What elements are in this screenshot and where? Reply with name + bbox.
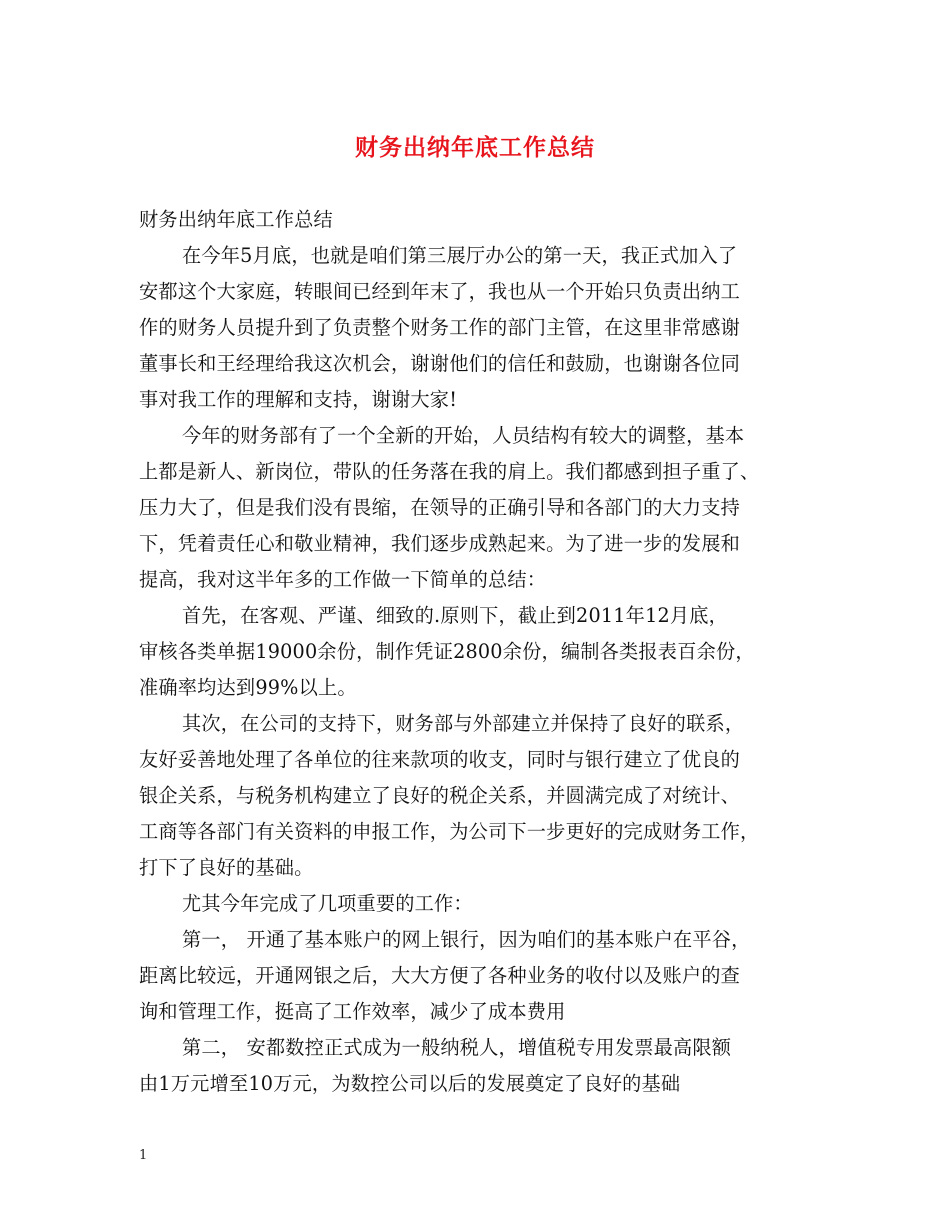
document-title: 财务出纳年底工作总结 (355, 134, 595, 161)
paragraph-line: 压力大了，但是我们没有畏缩，在领导的正确引导和各部门的大力支持 (139, 496, 741, 519)
body-line-subtitle: 财务出纳年底工作总结 (139, 208, 333, 231)
document-body (139, 202, 819, 1102)
paragraph-line: 审核各类单据19000余份，制作凭证2800余份，编制各类报表百余份， (139, 640, 755, 663)
paragraph-line: 工商等各部门有关资料的申报工作，为公司下一步更好的完成财务工作， (139, 820, 760, 843)
paragraph-line: 上都是新人、新岗位，带队的任务落在我的肩上。我们都感到担子重了、 (139, 460, 760, 483)
paragraph-line: 董事长和王经理给我这次机会，谢谢他们的信任和鼓励，也谢谢各位同 (139, 352, 741, 375)
paragraph-line: 首先，在客观、严谨、细致的.原则下，截止到2011年12月底， (182, 604, 729, 627)
paragraph-line: 事对我工作的理解和支持，谢谢大家! (139, 388, 458, 411)
paragraph-line: 第二， 安都数控正式成为一般纳税人，增值税专用发票最高限额 (182, 1036, 732, 1059)
paragraph-line: 作的财务人员提升到了负责整个财务工作的部门主管，在这里非常感谢 (139, 316, 741, 339)
page-number: 1 (139, 1148, 148, 1163)
paragraph-line: 询和管理工作，挺高了工作效率，减少了成本费用 (139, 1000, 566, 1023)
paragraph-line: 尤其今年完成了几项重要的工作： (182, 892, 473, 915)
paragraph-line: 其次，在公司的支持下，财务部与外部建立并保持了良好的联系， (182, 712, 745, 735)
paragraph-line: 距离比较远，开通网银之后，大大方便了各种业务的收付以及账户的查 (139, 964, 741, 987)
paragraph-line: 打下了良好的基础。 (139, 856, 314, 879)
paragraph-line: 今年的财务部有了一个全新的开始，人员结构有较大的调整，基本 (182, 424, 745, 447)
paragraph-line: 提高，我对这半年多的工作做一下简单的总结： (139, 568, 547, 591)
paragraph-line: 下，凭着责任心和敬业精神，我们逐步成熟起来。为了进一步的发展和 (139, 532, 741, 555)
paragraph-line: 银企关系，与税务机构建立了良好的税企关系，并圆满完成了对统计、 (139, 784, 741, 807)
paragraph-line: 准确率均达到99%以上。 (139, 676, 357, 699)
paragraph-line: 第一， 开通了基本账户的网上银行，因为咱们的基本账户在平谷， (182, 928, 751, 951)
paragraph-line: 由1万元增至10万元，为数控公司以后的发展奠定了良好的基础 (139, 1072, 681, 1095)
paragraph-line: 安都这个大家庭，转眼间已经到年末了，我也从一个开始只负责出纳工 (139, 280, 741, 303)
paragraph-line: 友好妥善地处理了各单位的往来款项的收支，同时与银行建立了优良的 (139, 748, 741, 771)
paragraph-line: 在今年5月底，也就是咱们第三展厅办公的第一天，我正式加入了 (182, 244, 738, 267)
